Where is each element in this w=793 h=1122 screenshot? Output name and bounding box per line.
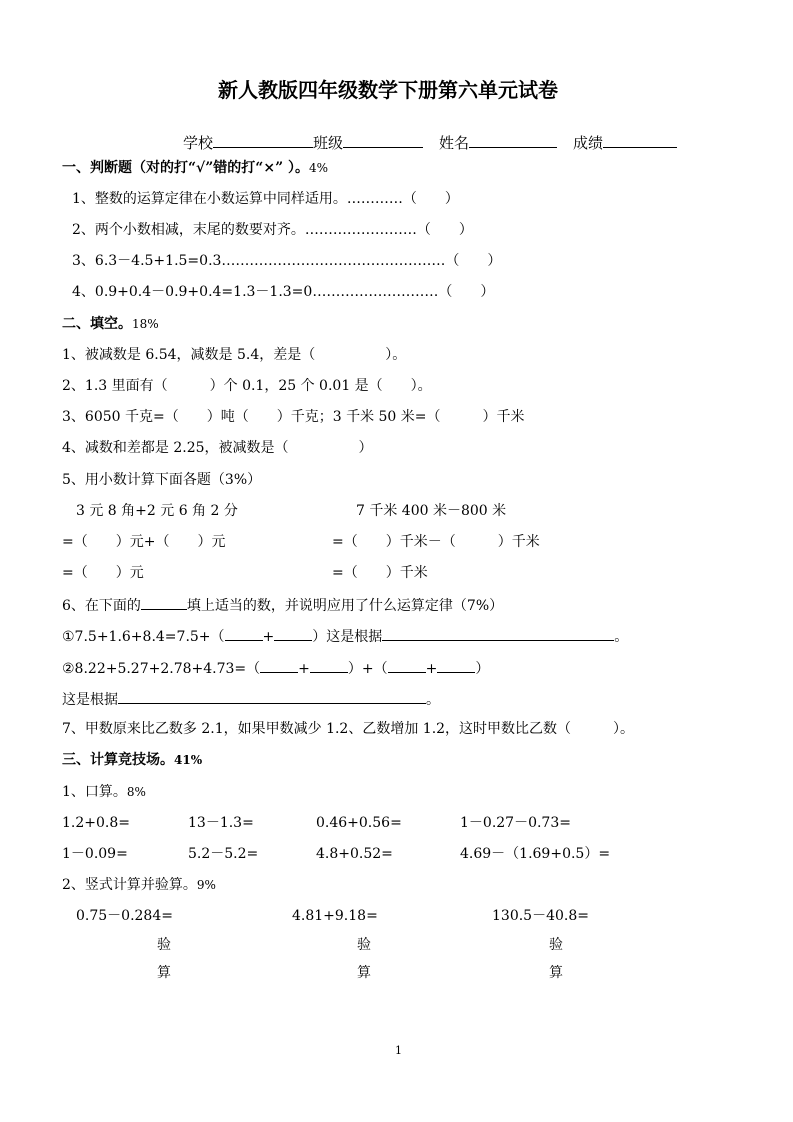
q6-1-end: 。 — [614, 629, 629, 645]
section2-percent: 18% — [132, 317, 159, 331]
q6-part1 — [62, 626, 628, 646]
student-info-row — [183, 133, 677, 152]
oral-problem: 1.2+0.8= — [62, 815, 130, 831]
q6-2-blank-a[interactable] — [260, 658, 298, 673]
fill-q3: 3、6050 千克=（ ）吨（ ）千克；3 千米 50 米=（ ）千米 — [62, 409, 525, 425]
section2-heading — [62, 315, 159, 333]
q6-2-blank-b[interactable] — [310, 658, 348, 673]
oral-heading — [62, 783, 146, 801]
oral-problem: 1－0.27－0.73= — [460, 815, 571, 831]
check-label-bottom: 算 — [549, 965, 563, 981]
q5-left-line2: =（ ）元+（ ）元 — [62, 534, 226, 550]
score-field[interactable] — [603, 133, 677, 148]
vertical-problem: 4.81+9.18= — [292, 908, 378, 924]
q5-left-line1: 3 元 8 角+2 元 6 角 2 分 — [76, 503, 238, 519]
q6-1-blank-b[interactable] — [274, 626, 312, 641]
vertical-title: 2、竖式计算并验算。 — [62, 877, 197, 893]
class-label: 班级 — [313, 134, 344, 152]
section1-heading — [62, 159, 328, 177]
section1-percent: 4% — [309, 161, 329, 175]
q6-2-blank-d[interactable] — [437, 658, 475, 673]
judge-item-3: 3、6.3－4.5+1.5=0.3…………………………………………（ ） — [72, 253, 502, 269]
q6-1-basis-label: ）这是根据 — [312, 629, 383, 645]
section3-percent: 41% — [174, 753, 203, 767]
q6-text-a: 6、在下面的 — [62, 598, 141, 614]
q6-2-expr: ②8.22+5.27+2.78+4.73=（ — [62, 661, 261, 677]
oral-percent: 8% — [126, 785, 146, 799]
q6-blank-sample — [141, 595, 187, 610]
q5-right-line2: =（ ）千米－（ ）千米 — [332, 534, 540, 550]
oral-problem: 0.46+0.56= — [316, 815, 402, 831]
q6-3-basis-label: 这是根据 — [62, 692, 118, 708]
q5-right-line1: 7 千米 400 米－800 米 — [356, 503, 507, 519]
q6-2-end: ） — [475, 661, 490, 677]
oral-problem: 4.69－（1.69+0.5）= — [460, 846, 611, 862]
section3-title: 三、计算竞技场。 — [62, 752, 174, 768]
name-field[interactable] — [469, 133, 557, 148]
judge-item-4: 4、0.9+0.4－0.9+0.4=1.3－1.3=0………………………（ ） — [72, 284, 495, 300]
q6-part3 — [62, 689, 440, 709]
section1-title: 一、判断题（对的打“√”错的打“×” ）。 — [62, 160, 310, 176]
fill-q1: 1、被减数是 6.54，减数是 5.4，差是（ ）。 — [62, 347, 407, 363]
check-label-top: 验 — [157, 937, 171, 953]
q6-part2 — [62, 658, 489, 678]
oral-problem: 4.8+0.52= — [316, 846, 393, 862]
oral-problem: 1－0.09= — [62, 846, 128, 862]
q6-1-expr: ①7.5+1.6+8.4=7.5+（ — [62, 629, 225, 645]
fill-q5: 5、用小数计算下面各题（3%） — [62, 472, 262, 488]
q6-1-blank-a[interactable] — [225, 626, 263, 641]
fill-q4: 4、减数和差都是 2.25，被减数是（ ） — [62, 440, 373, 456]
page-title: 新人教版四年级数学下册第六单元试卷 — [218, 78, 558, 102]
q6-2-plus-a: + — [298, 661, 310, 677]
vertical-problem: 130.5－40.8= — [492, 908, 589, 924]
check-label-bottom: 算 — [357, 965, 371, 981]
vertical-problem: 0.75－0.284= — [76, 908, 173, 924]
q5-left-line3: =（ ）元 — [62, 565, 144, 581]
oral-title: 1、口算。 — [62, 784, 127, 800]
judge-item-1: 1、整数的运算定律在小数运算中同样适用。…………（ ） — [72, 191, 459, 207]
q6-2-plus-b: + — [425, 661, 438, 677]
fill-q2: 2、1.3 里面有（ ）个 0.1，25 个 0.01 是（ ）。 — [62, 378, 432, 394]
oral-problem: 5.2－5.2= — [188, 846, 259, 862]
name-label: 姓名 — [439, 134, 470, 152]
oral-problem: 13－1.3= — [188, 815, 254, 831]
q6-3-end: 。 — [426, 692, 440, 708]
q6-2-mid: ）+（ — [347, 661, 388, 677]
q5-right-line3: =（ ）千米 — [332, 565, 428, 581]
check-label-top: 验 — [549, 937, 563, 953]
school-field[interactable] — [213, 133, 313, 148]
q6-text-b: 填上适当的数，并说明应用了什么运算定律（7%） — [186, 598, 504, 614]
q6-1-basis-blank[interactable] — [382, 626, 614, 641]
q6-1-plus: + — [262, 629, 275, 645]
vertical-percent: 9% — [196, 878, 216, 892]
section2-title: 二、填空。 — [62, 316, 132, 332]
judge-item-2: 2、两个小数相减，末尾的数要对齐。……………………（ ） — [72, 222, 473, 238]
vertical-heading — [62, 876, 216, 894]
fill-q6 — [62, 595, 503, 615]
school-label: 学校 — [183, 134, 214, 152]
check-label-top: 验 — [357, 937, 371, 953]
q6-2-blank-c[interactable] — [388, 658, 426, 673]
fill-q7: 7、甲数原来比乙数多 2.1，如果甲数减少 1.2、乙数增加 1.2，这时甲数比乙数（ ）。 — [62, 721, 635, 737]
score-label: 成绩 — [573, 134, 604, 152]
class-field[interactable] — [343, 133, 423, 148]
page-number: 1 — [395, 1044, 402, 1057]
section3-heading — [62, 751, 202, 769]
q6-3-basis-blank[interactable] — [118, 689, 426, 704]
check-label-bottom: 算 — [157, 965, 171, 981]
